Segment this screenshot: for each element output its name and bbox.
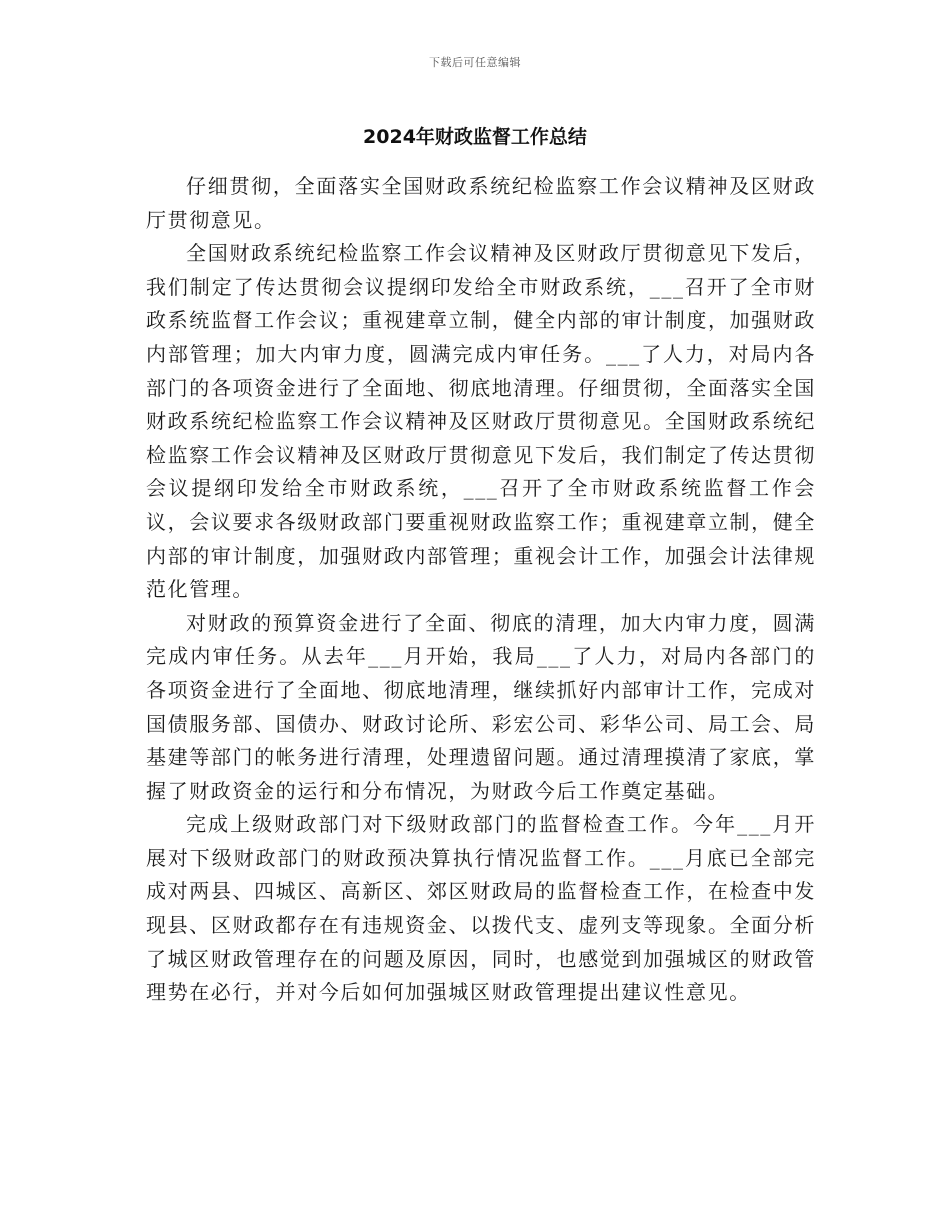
document-title: 2024年财政监督工作总结 (363, 126, 587, 148)
document-body (146, 170, 816, 1010)
paragraph-3: 对财政的预算资金进行了全面、彻底的清理，加大内审力度，圆满完成内审任务。从去年___月开始，我局___了人力，对局内各部门的各项资金进行了全面地、彻底地清理，继续抓好内部审计工作，完成对国债服务部、国债办、财政讨论所、彩宏公司、彩华公司、局工会、局基建等部门的帐务进行清理，处理遗留问题。通过清理摸清了家底，掌握了财政资金的运行和分布情况，为财政今后工作奠定基础。 (146, 610, 816, 803)
header-note: 下载后可任意编辑 (429, 56, 521, 69)
paragraph-2: 全国财政系统纪检监察工作会议精神及区财政厅贯彻意见下发后，我们制定了传达贯彻会议提纲印发给全市财政系统，___召开了全市财政系统监督工作会议；重视建章立制，健全内部的审计制度，加强财政内部管理；加大内审力度，圆满完成内审任务。___了人力，对局内各部门的各项资金进行了全面地、彻底地清理。仔细贯彻，全面落实全国财政系统纪检监察工作会议精神及区财政厅贯彻意见。全国财政系统纪检监察工作会议精神及区财政厅贯彻意见下发后，我们制定了传达贯彻会议提纲印发给全市财政系统，___召开了全市财政系统监督工作会议，会议要求各级财政部门要重视财政监察工作；重视建章立制，健全内部的审计制度，加强财政内部管理；重视会计工作，加强会计法律规范化管理。 (146, 241, 816, 602)
paragraph-1: 仔细贯彻，全面落实全国财政系统纪检监察工作会议精神及区财政厅贯彻意见。 (146, 174, 816, 232)
paragraph-4: 完成上级财政部门对下级财政部门的监督检查工作。今年___月开展对下级财政部门的财政预决算执行情况监督工作。___月底已全部完成对两县、四城区、高新区、郊区财政局的监督检查工作，在检查中发现县、区财政都存在有违规资金、以拨代支、虚列支等现象。全面分析了城区财政管理存在的问题及原因，同时，也感觉到加强城区的财政管理势在必行，并对今后如何加强城区财政管理提出建议性意见。 (146, 812, 816, 1005)
